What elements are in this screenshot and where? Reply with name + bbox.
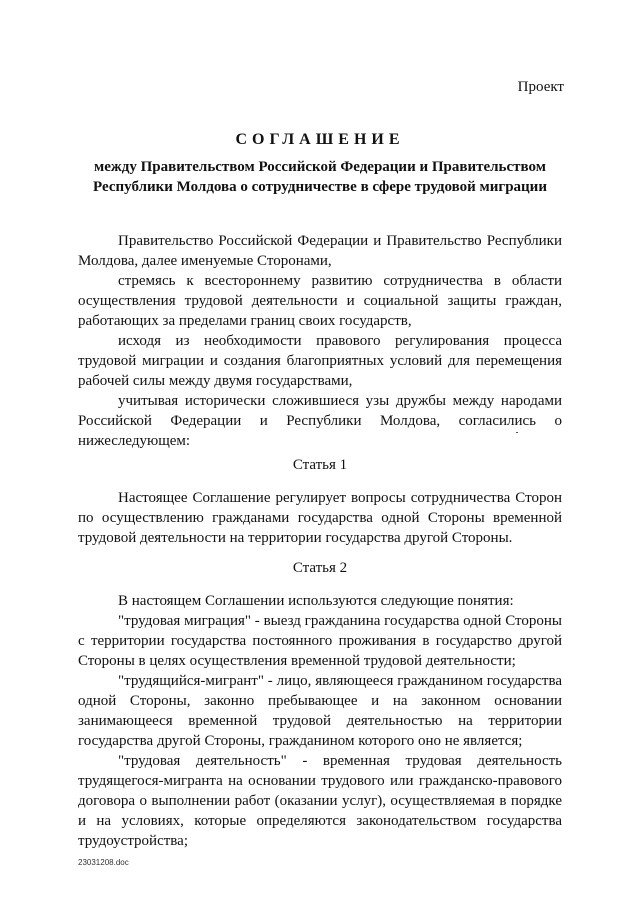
subtitle-line-2: Республики Молдова о сотрудничестве в сфере трудовой миграции bbox=[93, 179, 547, 195]
article-1-body bbox=[78, 488, 562, 548]
file-code: 23031208.doc bbox=[78, 858, 129, 867]
preamble-paragraph-1: Правительство Российской Федерации и Правительство Республики Молдова, далее именуемые Сторонами, bbox=[78, 233, 562, 269]
article-2-paragraph-4: "трудовая деятельность" - временная трудовая деятельность трудящегося-мигранта на основании трудового или гражданско-правового договора о выполнении работ (оказании услуг), осуществляемая в порядке и на условиях, которые определяются законодательством государства трудоустройства; bbox=[78, 753, 562, 849]
preamble-paragraph-3: исходя из необходимости правового регулирования процесса трудовой миграции и создания благоприятных условий для перемещения рабочей силы между двумя государствами, bbox=[78, 333, 562, 389]
article-2-paragraph-3: "трудящийся-мигрант" - лицо, являющееся гражданином государства одной Стороны, законно пребывающее и на законном основании занимающееся временной трудовой деятельностью на территории государства другой Стороны, гражданином которого оно не является; bbox=[78, 673, 562, 749]
preamble-paragraph-4: учитывая исторически сложившиеся узы дружбы между народами Российской Федерации и Республики Молдова, согласились о нижеследующем: bbox=[78, 393, 562, 449]
article-2-heading: Статья 2 bbox=[292, 560, 348, 576]
article-1-paragraph-1: Настоящее Соглашение регулирует вопросы сотрудничества Сторон по осуществлению гражданами государства одной Стороны временной трудовой деятельности на территории государства другой Стороны. bbox=[78, 490, 562, 546]
article-2-body bbox=[78, 591, 562, 851]
subtitle-line-1: между Правительством Российской Федерации и Правительством bbox=[94, 159, 546, 175]
article-2-paragraph-1: В настоящем Соглашении используются следующие понятия: bbox=[118, 593, 514, 609]
scan-speck bbox=[516, 432, 518, 433]
document-subtitle bbox=[78, 157, 562, 197]
draft-label: Проект bbox=[517, 79, 564, 95]
preamble-paragraph-2: стремясь к всестороннему развитию сотрудничества в области осуществления трудовой деятельности и социальной защиты граждан, работающих за пределами границ своих государств, bbox=[78, 273, 562, 329]
document-title: СОГЛАШЕНИЕ bbox=[235, 131, 405, 148]
article-1-heading: Статья 1 bbox=[292, 457, 348, 473]
article-2-paragraph-2: "трудовая миграция" - выезд гражданина государства одной Стороны с территории государства постоянного проживания в государство другой Стороны в целях осуществления временной трудовой деятельности; bbox=[78, 613, 562, 669]
preamble bbox=[78, 231, 562, 451]
